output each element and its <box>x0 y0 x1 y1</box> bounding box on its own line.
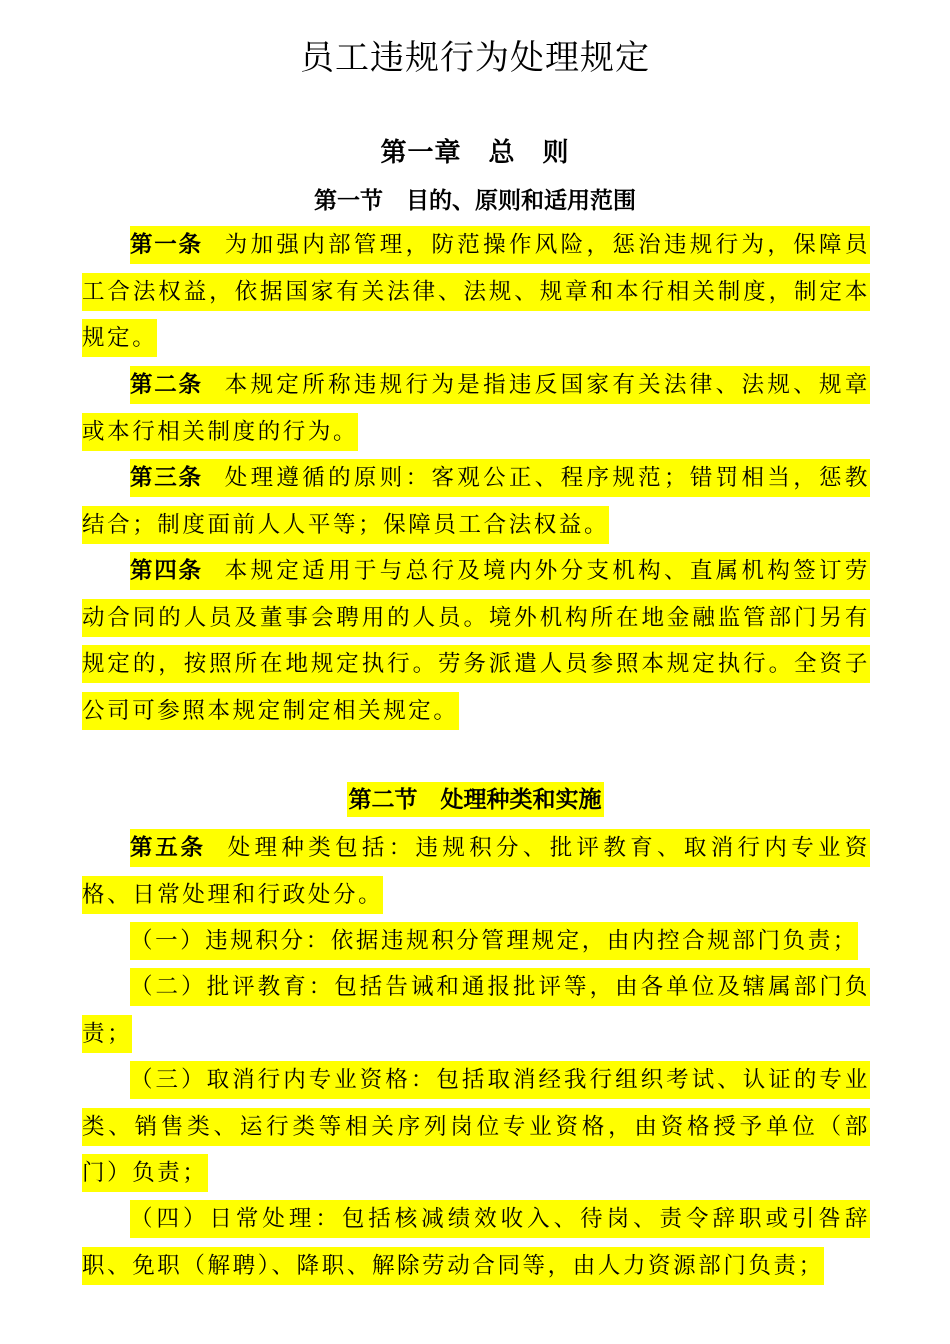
article-text: 为加强内部管理，防范操作风险，惩治违规行为，保障员工合法权益，依据国家有关法律、法规、规章和本行相关制度，制定本规定。 <box>82 232 870 351</box>
list-item <box>82 1057 870 1197</box>
list-item-text: （二）批评教育：包括告诫和通报批评等，由各单位及辖属部门负责； <box>82 968 870 1053</box>
highlighted-text <box>82 552 870 730</box>
article-label: 第四条 <box>130 558 203 584</box>
article-text: 处理遵循的原则：客观公正、程序规范；错罚相当，惩教结合；制度面前人人平等；保障员工合法权益。 <box>82 465 870 538</box>
article-label: 第二条 <box>130 372 203 398</box>
article-label: 第一条 <box>130 232 203 258</box>
article-label: 第五条 <box>130 835 206 861</box>
list-item-text: （四）日常处理：包括核减绩效收入、待岗、责令辞职或引咎辞职、免职（解聘）、降职、解除劳动合同等，由人力资源部门负责； <box>82 1200 870 1285</box>
article-text: 处理种类包括：违规积分、批评教育、取消行内专业资格、日常处理和行政处分。 <box>82 835 870 908</box>
article-paragraph <box>82 825 870 918</box>
section-heading-1: 第一节 目的、原则和适用范围 <box>314 187 636 214</box>
section-heading-2 <box>0 783 950 817</box>
document-title: 员工违规行为处理规定 <box>300 38 650 78</box>
highlighted-text <box>82 366 870 451</box>
highlighted-text <box>82 226 870 357</box>
list-item <box>82 918 870 965</box>
highlighted-text <box>82 459 870 544</box>
list-item <box>82 1196 870 1289</box>
highlighted-text <box>82 829 870 914</box>
list-item-text: （三）取消行内专业资格：包括取消经我行组织考试、认证的专业类、销售类、运行类等相关序列岗位专业资格，由资格授予单位（部门）负责； <box>82 1061 870 1192</box>
article-text: 本规定所称违规行为是指违反国家有关法律、法规、规章或本行相关制度的行为。 <box>82 372 870 445</box>
article-paragraph <box>82 455 870 548</box>
list-item-text: （一）违规积分：依据违规积分管理规定，由内控合规部门负责； <box>130 922 858 960</box>
article-text: 本规定适用于与总行及境内外分支机构、直属机构签订劳动合同的人员及董事会聘用的人员。境外机构所在地金融监管部门另有规定的，按照所在地规定执行。劳务派遣人员参照本规定执行。全资子公司可参照本规定制定相关规定。 <box>82 558 870 724</box>
list-item <box>82 964 870 1057</box>
article-label: 第三条 <box>130 465 203 491</box>
chapter-heading: 第一章 总 则 <box>380 138 570 168</box>
article-paragraph <box>82 548 870 734</box>
section-heading-text: 第二节 处理种类和实施 <box>347 782 604 817</box>
article-paragraph <box>82 222 870 362</box>
article-paragraph <box>82 362 870 455</box>
